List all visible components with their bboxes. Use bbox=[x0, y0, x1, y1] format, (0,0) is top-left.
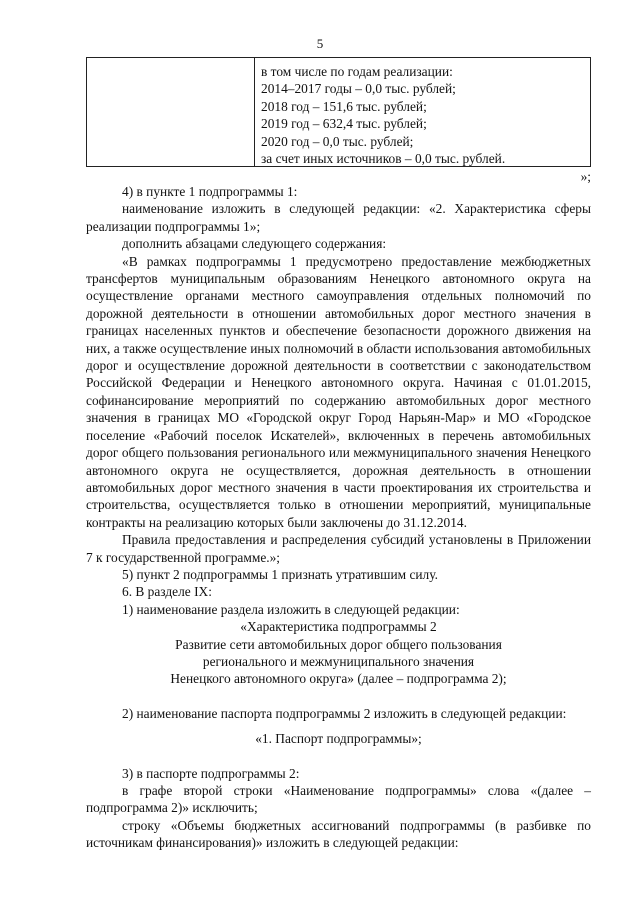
item4-quote-paragraph: «В рамках подпрограммы 1 предусмотрено предоставление межбюджетных трансфертов муниципальным образованиям Ненецкого автономного округа на осуществление органами местного самоуправления отдельных полномочий по дорожной деятельности в отношении автомобильных дорог местного значения в границах населенных пунктов и обеспечение безопасности дорожного движения на них, а также осуществление иных полномочий в области использования автомобильных дорог и осуществление дорожной деятельности в соответствии с законодательством Российской Федерации и Ненецкого автономного округа. Начиная с 01.01.2015, софинансирование мероприятий по содержанию автомобильных дорог местного значения в границах МО «Городской округ Город Нарьян-Мар» и МО «Городское поселение «Рабочий поселок Искателей», включенных в перечень автомобильных дорог общего пользования регионального или межмуниципального значения Ненецкого автономного округа не осуществляется, дорожная деятельность в отношении автомобильных дорог местного значения в части проектирования их строительства и строительства, осуществляется только в отношении мероприятий, муниципальные контракты на реализацию которых были заключены до 31.12.2014. bbox=[86, 253, 591, 530]
item4-add: дополнить абзацами следующего содержания: bbox=[122, 236, 387, 252]
item6-sub1: 1) наименование раздела изложить в следующей редакции: bbox=[122, 601, 460, 617]
spacer bbox=[86, 688, 591, 705]
table-line: в том числе по годам реализации: bbox=[261, 64, 453, 79]
table-line: за счет иных источников – 0,0 тыс. рублей. bbox=[261, 151, 506, 167]
budget-table bbox=[86, 57, 591, 167]
item6-sub2: 2) наименование паспорта подпрограммы 2 изложить в следующей редакции: bbox=[122, 705, 567, 721]
page-number: 5 bbox=[316, 36, 324, 51]
table-column-divider bbox=[254, 58, 255, 166]
item4-rules-paragraph: Правила предоставления и распределения субсидий установлены в Приложении 7 к государственной программе.»; bbox=[86, 532, 591, 565]
table-line: 2018 год – 151,6 тыс. рублей; bbox=[261, 98, 427, 114]
item4-heading: 4) в пункте 1 подпрограммы 1: bbox=[122, 184, 298, 199]
table-line: 2020 год – 0,0 тыс. рублей; bbox=[261, 133, 414, 149]
spacer bbox=[86, 722, 591, 730]
section-title-line: «Характеристика подпрограммы 2 bbox=[240, 619, 437, 635]
item6-heading: 6. В разделе IX: bbox=[122, 584, 212, 600]
passport-title: «1. Паспорт подпрограммы»; bbox=[255, 731, 422, 747]
item6-sub3-a: в графе второй строки «Наименование подпрограммы» слова «(далее – подпрограмма 2)» исключить; bbox=[86, 783, 591, 816]
table-line: 2019 год – 632,4 тыс. рублей; bbox=[261, 116, 427, 132]
section-title-line: Ненецкого автономного округа» (далее – подпрограмма 2); bbox=[170, 671, 507, 687]
section-title-line: регионального и межмуниципального значения bbox=[202, 653, 475, 669]
item4-rename: наименование изложить в следующей редакции: «2. Характеристика сферы реализации подпрограммы 1»; bbox=[86, 201, 591, 234]
table-closing-quote: »; bbox=[580, 169, 591, 184]
item5: 5) пункт 2 подпрограммы 1 признать утратившим силу. bbox=[122, 566, 438, 582]
section-title-line: Развитие сети автомобильных дорог общего пользования bbox=[175, 636, 502, 652]
spacer bbox=[86, 748, 591, 765]
item6-sub3: 3) в паспорте подпрограммы 2: bbox=[122, 765, 300, 781]
table-right-cell bbox=[261, 63, 586, 167]
item6-sub3-b: строку «Объемы бюджетных ассигнований подпрограммы (в разбивке по источникам финансирования)» изложить в следующей редакции: bbox=[86, 817, 591, 851]
document-body bbox=[86, 183, 591, 852]
table-left-cell bbox=[87, 58, 254, 166]
table-line: 2014–2017 годы – 0,0 тыс. рублей; bbox=[261, 81, 456, 97]
